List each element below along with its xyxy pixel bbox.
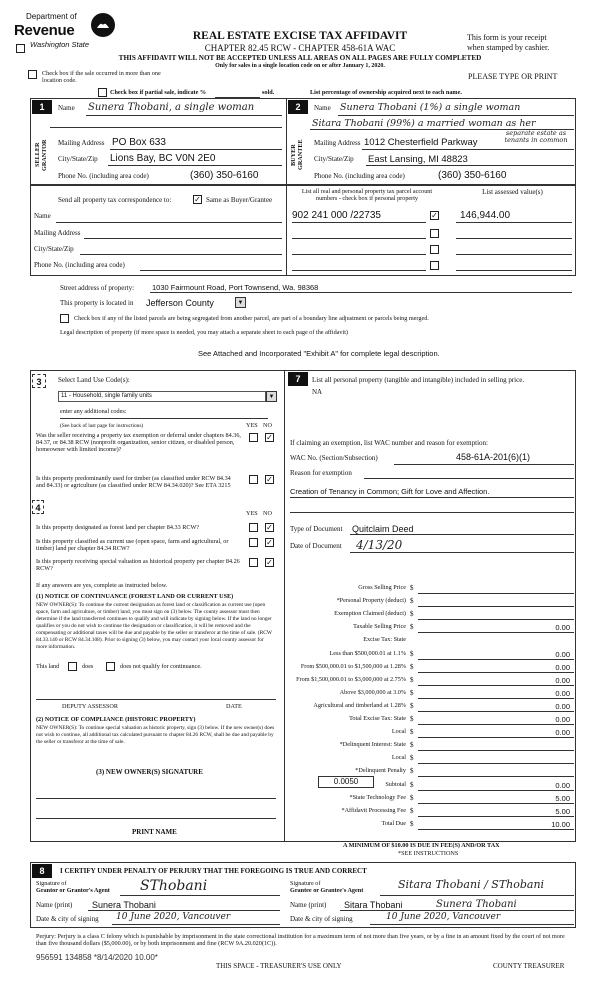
send-correspondence-label: Send all property tax correspondence to: (58, 196, 172, 204)
tax-row-dollar: $ (410, 715, 414, 723)
same-as-buyer-label: Same as Buyer/Grantee (206, 196, 273, 204)
corr-city-label: City/State/Zip (34, 245, 74, 253)
grantee-name-field[interactable]: Sitara Thobani (344, 900, 403, 910)
assessed-header: List assessed value(s) (482, 188, 543, 196)
exhibit-text: See Attached and Incorporated "Exhibit A" for complete legal description. (198, 349, 440, 358)
receipt-note-1: This form is your receipt (467, 33, 547, 42)
does-not-label: does not qualify for continuance. (120, 663, 202, 670)
question-1: Was the seller receiving a property tax exemption or deferral under chapters 84.36, 84.37, or 84.38 RCW (nonprofit organization, senior citizen, or disabled person, homeowner with limited income)? (36, 432, 241, 454)
perjury-text: Perjury: Perjury is a class C felony which is punishable by imprisonment in the state correctional institution for a maximum term of not more than five years, or by a fine in an amount fixed by the court of not more than five thousand dollars ($5,000.00), or by both imprisonment and fine (RCW 9A.20.020(1C)). (36, 933, 565, 948)
seller-city-field[interactable]: Lions Bay, BC V0N 2E0 (110, 153, 216, 164)
deputy-assessor-label: DEPUTY ASSESSOR (62, 703, 118, 710)
state-name: Washington State (30, 40, 90, 49)
segregated-label: Check box if any of the listed parcels are being segregated from another parcel, are part of a boundary line adjustment or parcels being merged. (74, 315, 429, 322)
parcel-header: List all real and personal property tax parcel account numbers - check box if personal property (301, 188, 433, 203)
tax-row-dollar: $ (410, 650, 414, 658)
certify-text: I CERTIFY UNDER PENALTY OF PERJURY THAT THE FOREGOING IS TRUE AND CORRECT (60, 867, 367, 875)
does-label: does (82, 663, 94, 670)
tax-row-value[interactable]: 10.00 (551, 820, 570, 829)
tax-row-value[interactable]: 0.00 (555, 781, 570, 790)
q3-yes-checkbox[interactable] (249, 523, 258, 532)
grantee-signature[interactable]: Sitara Thobani / SThobani (398, 878, 545, 891)
multi-loc-label: Check box if the sale occurred in more than one location code. (42, 70, 161, 85)
tax-row-label: Less than $500,000.01 at 1.1% (329, 650, 406, 657)
tax-row-line (418, 685, 574, 686)
seller-side-label: SELLER GRANTOR (34, 139, 49, 171)
segregated-checkbox[interactable] (60, 314, 69, 323)
q2-no-checkbox[interactable]: ✓ (266, 475, 273, 484)
tax-row-label: *Delinquent Interest: State (339, 741, 406, 748)
doc-type-field[interactable]: Quitclaim Deed (352, 524, 414, 534)
tax-row-line (418, 724, 574, 725)
tax-row-value[interactable]: 0.00 (555, 702, 570, 711)
grantee-sig-label-1: Signature of (290, 880, 321, 887)
q1-no-checkbox[interactable]: ✓ (266, 433, 273, 442)
form-title: REAL ESTATE EXCISE TAX AFFIDAVIT (192, 30, 408, 42)
tax-row-label: From $1,500,000.01 to $3,000,000 at 2.75% (296, 676, 406, 683)
land-use-dropdown-icon[interactable]: ▼ (266, 391, 277, 402)
tax-row-dollar: $ (410, 689, 414, 697)
street-label: Street address of property: (60, 284, 135, 292)
tax-row-dollar: $ (410, 754, 414, 762)
buyer-name2-field[interactable]: Sitara Thobani (99%) a married woman as her (312, 118, 536, 129)
buyer-mailing-field[interactable]: 1012 Chesterfield Parkway (364, 137, 478, 148)
tax-row-label: Exemption Claimed (deduct) (334, 610, 406, 617)
tax-row-line (418, 829, 574, 830)
tax-row-dollar: $ (410, 584, 414, 592)
tax-row-dollar: $ (410, 820, 414, 828)
tax-row-line (418, 593, 574, 594)
seller-city-label: City/State/Zip (58, 155, 98, 163)
section-divider (286, 98, 287, 185)
corr-city-field[interactable] (80, 254, 282, 255)
form-chapter: CHAPTER 82.45 RCW - CHAPTER 458-61A WAC (204, 43, 396, 53)
seller-name-field[interactable]: Sunera Thobani, a single woman (88, 102, 255, 113)
located-label: This property is located in (60, 299, 134, 307)
question-4: Is this property classified as current use (open space, farm and agricultural, or timber) land per chapter 84.34 RCW? (36, 538, 229, 553)
buyer-extra-note: separate estate as tenants in common (504, 129, 568, 144)
tax-row-dollar: $ (410, 663, 414, 671)
land-use-select[interactable]: 11 - Household, single family units (58, 391, 266, 402)
tax-row-dollar: $ (410, 676, 414, 684)
tax-row-label: Gross Selling Price (358, 584, 406, 591)
this-land-label: This land (36, 663, 60, 670)
receipt-stamp: 956591 134858 *8/14/2020 10.00* (36, 953, 158, 962)
tax-row-line (418, 763, 574, 764)
partial-sale-label: Check box if partial sale, indicate % (110, 89, 207, 96)
buyer-phone-label: Phone No. (including area code) (314, 172, 405, 180)
tax-row-line (418, 606, 574, 607)
grantor-signature[interactable]: SThobani (140, 878, 208, 894)
grantor-name-label: Name (print) (36, 901, 73, 909)
yes-header-2: YES (246, 510, 258, 517)
parcel-personal-checkbox-2[interactable] (430, 229, 439, 238)
notice-2-title: (2) NOTICE OF COMPLIANCE (HISTORIC PROPERTY) (36, 716, 196, 723)
tax-row-label: Taxable Selling Price (353, 623, 406, 630)
tax-row-dollar: $ (410, 807, 414, 815)
tax-row-dollar: $ (410, 623, 414, 631)
tax-row-label: *State Technology Fee (349, 794, 406, 801)
street-field[interactable]: 1030 Fairmount Road, Port Townsend, Wa. 98368 (152, 283, 319, 292)
tax-row-dollar: $ (410, 597, 414, 605)
tax-row-line (418, 619, 574, 620)
legal-desc-label: Legal description of property (if more space is needed, you may attach a separate sheet to each page of the affidavit) (60, 329, 348, 336)
tax-row-label: Excise Tax: State (363, 636, 406, 643)
see-back-label: (See back of last page for instructions) (60, 423, 144, 429)
section-2-number: 2 (288, 100, 308, 114)
new-owner-sig-line[interactable] (36, 798, 276, 799)
exemption-label: If claiming an exemption, list WAC number and reason for exemption: (290, 439, 488, 447)
agency-name: Revenue (14, 22, 75, 39)
if-yes-note: If any answers are yes, complete as instructed below. (36, 582, 168, 589)
wac-field[interactable]: 458-61A-201(6)(1) (456, 452, 531, 462)
tax-row-dollar: $ (410, 702, 414, 710)
q1-yes-checkbox[interactable] (249, 433, 258, 442)
grantor-sig-label-1: Signature of (36, 880, 67, 887)
see-instructions: *SEE INSTRUCTIONS (398, 850, 459, 857)
tax-row-line (418, 750, 574, 751)
tax-row-dollar: $ (410, 741, 414, 749)
tax-row-line (418, 659, 574, 660)
land-does-checkbox[interactable] (68, 662, 77, 671)
corr-phone-label: Phone No. (including area code) (34, 261, 125, 269)
question-5: Is this property receiving special valuation as historical property per chapter 84.26 RCW? (36, 558, 240, 573)
tax-row-label: Above $3,000,000 at 3.0% (339, 689, 406, 696)
q5-yes-checkbox[interactable] (249, 558, 258, 567)
buyer-name1-field[interactable]: Sunera Thobani (1%) a single woman (340, 102, 521, 113)
county-treasurer-label: COUNTY TREASURER (493, 962, 565, 970)
corr-phone-field[interactable] (140, 270, 282, 271)
local-rate-field[interactable]: 0.0050 (333, 777, 359, 786)
grantor-date-label: Date & city of signing (36, 915, 99, 923)
corr-mailing-field[interactable] (84, 238, 282, 239)
notice-1-title: (1) NOTICE OF CONTINUANCE (FOREST LAND OR CURRENT USE) (36, 593, 234, 600)
corr-name-label: Name (34, 212, 51, 220)
tax-row-dollar: $ (410, 610, 414, 618)
tax-row-label: From $500,000.01 to $1,500,000 at 1.28% (300, 663, 406, 670)
grantor-name-field[interactable]: Sunera Thobani (92, 900, 156, 910)
tax-row-label: Subtotal (385, 781, 406, 788)
new-owner-sig-label: (3) NEW OWNER(S) SIGNATURE (96, 768, 203, 776)
pct-ownership-note: List percentage of ownership acquired next to each name. (310, 89, 462, 96)
parcel-personal-checkbox-4[interactable] (430, 261, 439, 270)
personal-property-label: List all personal property (tangible and intangible) included in selling price. (312, 376, 525, 384)
form-subwarning: Only for sales in a single location code on or after January 1, 2020. (215, 63, 385, 69)
section-3-number: 3 (32, 374, 46, 388)
county-dropdown-icon[interactable]: ▼ (235, 297, 246, 308)
additional-codes-field[interactable] (60, 418, 268, 419)
buyer-phone-field[interactable]: (360) 350-6160 (438, 170, 507, 181)
tax-row-dollar: $ (410, 728, 414, 736)
buyer-city-field[interactable]: East Lansing, MI 48823 (368, 154, 468, 165)
tax-row-label: *Delinquent Penalty (355, 767, 406, 774)
seller-mailing-field[interactable]: PO Box 633 (112, 137, 166, 148)
buyer-name-label: Name (314, 104, 331, 112)
tax-row-dollar: $ (410, 767, 414, 775)
date-label: DATE (226, 703, 242, 710)
tax-row-label: Local (391, 754, 406, 761)
print-note: PLEASE TYPE OR PRINT (468, 72, 558, 81)
reason-field[interactable]: Creation of Tenancy in Common; Gift for Love and Affection. (290, 487, 490, 496)
question-2: Is this property predominantly used for timber (as classified under RCW 84.34 and 84.33) or agriculture (as classified under RCW 84.34.020)? See ETA 3215 (36, 475, 231, 490)
multi-loc-checkbox[interactable] (16, 44, 25, 53)
grantee-name2-field[interactable]: Sunera Thobani (436, 899, 517, 910)
question-3: Is this property designated as forest land per chapter 84.33 RCW? (36, 524, 200, 531)
q2-yes-checkbox[interactable] (249, 475, 258, 484)
tax-row-line (418, 632, 574, 633)
no-header-2: NO (263, 510, 272, 517)
sold-label: sold. (262, 89, 275, 96)
tax-row-label: Total Due (381, 820, 406, 827)
land-use-label: Select Land Use Code(s): (58, 376, 130, 384)
buyer-mailing-label: Mailing Address (314, 139, 361, 147)
tax-row-label: Agricultural and timberland at 1.28% (313, 702, 406, 709)
parcel-number-field[interactable]: 902 241 000 /22735 (292, 210, 381, 221)
tax-row-line (418, 803, 574, 804)
parcel-personal-checkbox-3[interactable] (430, 245, 439, 254)
tax-row-value[interactable]: 0.00 (555, 676, 570, 685)
seller-phone-label: Phone No. (including area code) (58, 172, 149, 180)
tax-row-line (418, 776, 574, 777)
county-field[interactable]: Jefferson County (146, 298, 214, 308)
assessed-value-field[interactable]: 146,944.00 (460, 210, 511, 221)
doc-date-field[interactable]: 4/13/20 (356, 538, 403, 552)
tax-row-value[interactable]: 0.00 (555, 728, 570, 737)
land-does-not-checkbox[interactable] (106, 662, 115, 671)
tax-row-value[interactable]: 0.00 (555, 623, 570, 632)
tax-row-line (418, 672, 574, 673)
tax-row-label: *Affidavit Processing Fee (341, 807, 406, 814)
yes-header-1: YES (246, 422, 258, 429)
tax-row-label: Local (391, 728, 406, 735)
tax-row-value[interactable]: 5.00 (555, 807, 570, 816)
personal-property-value[interactable]: NA (312, 388, 323, 396)
tax-row-line (418, 698, 574, 699)
section-7-number: 7 (288, 372, 308, 386)
grantee-date-label: Date & city of signing (290, 915, 353, 923)
tax-row-label: Total Excise Tax: State (349, 715, 406, 722)
treasurer-space-label: THIS SPACE - TREASURER'S USE ONLY (216, 962, 342, 970)
tax-row-value[interactable]: 0.00 (555, 663, 570, 672)
doc-date-label: Date of Document (290, 542, 342, 550)
tax-row-value[interactable]: 0.00 (555, 650, 570, 659)
seller-phone-field[interactable]: (360) 350-6160 (190, 170, 259, 181)
q4-yes-checkbox[interactable] (249, 538, 258, 547)
tax-row-line (418, 737, 574, 738)
corr-name-field[interactable] (56, 222, 282, 223)
parcel-personal-checkbox-1[interactable]: ✓ (431, 211, 438, 220)
tax-row-label: *Personal Property (deduct) (336, 597, 406, 604)
seller-mailing-label: Mailing Address (58, 139, 105, 147)
tax-row-dollar: $ (410, 794, 414, 802)
buyer-side-label: BUYER GRANTEE (290, 139, 305, 171)
grantee-name-label: Name (print) (290, 901, 327, 909)
form-warning: THIS AFFIDAVIT WILL NOT BE ACCEPTED UNLESS ALL AREAS ON ALL PAGES ARE FULLY COMPLETED (118, 54, 482, 62)
tax-row-value[interactable]: 5.00 (555, 794, 570, 803)
minimum-note: A MINIMUM OF $10.00 IS DUE IN FEE(S) AND/OR TAX (343, 842, 500, 849)
revenue-seal-icon (90, 12, 116, 38)
tax-row-value[interactable]: 0.00 (555, 689, 570, 698)
grantee-sig-label-2: Grantee or Grantee's Agent (290, 887, 364, 894)
tax-row-value[interactable]: 0.00 (555, 715, 570, 724)
grantee-date-field[interactable]: 10 June 2020, Vancouver (386, 912, 501, 922)
dept-line: Department of (26, 12, 77, 21)
buyer-city-label: City/State/Zip (314, 155, 354, 163)
q4-no-checkbox[interactable]: ✓ (266, 538, 273, 547)
section-1-number: 1 (32, 100, 52, 114)
receipt-note-2: when stamped by cashier. (467, 43, 550, 52)
tax-row-line (418, 816, 574, 817)
no-header-1: NO (263, 422, 272, 429)
reason-label: Reason for exemption (290, 469, 352, 477)
tax-row-line (418, 711, 574, 712)
section-8-number: 8 (32, 864, 52, 878)
doc-type-label: Type of Document (290, 525, 343, 533)
tax-row-dollar: $ (410, 781, 414, 789)
grantor-date-field[interactable]: 10 June 2020, Vancouver (116, 912, 231, 922)
section-4-number: 4 (32, 500, 44, 514)
partial-sale-checkbox[interactable] (98, 88, 107, 97)
additional-codes-label: enter any additional codes: (60, 408, 127, 415)
notice-2-body: NEW OWNER(S): To continue special valuation as historic property, sign (3) below. If the new owner(s) does not wish to continue, all additional tax calculated pursuant to chapter 84.26 RCW, shall be due and payable by the seller or transferor at the time of sale. (36, 725, 275, 746)
print-name-label: PRINT NAME (132, 828, 177, 836)
grantor-sig-label-2: Grantor or Grantor's Agent (36, 887, 110, 894)
seller-name-label: Name (58, 104, 75, 112)
wac-label: WAC No. (Section/Subsection) (290, 454, 378, 462)
deputy-sig-line[interactable] (36, 699, 276, 700)
multi-loc-check[interactable] (28, 70, 37, 79)
q3-no-checkbox[interactable]: ✓ (266, 523, 273, 532)
tax-row-line (418, 790, 574, 791)
same-as-buyer-checkbox[interactable]: ✓ (194, 195, 201, 204)
q5-no-checkbox[interactable]: ✓ (266, 558, 273, 567)
notice-1-body: NEW OWNER(S): To continue the current designation as forest land or classification as current use (open space, farm and agriculture, or timber) land, you must sign on (3) below. The county assessor must then determine if the land transferred continues to qualify and will indicate by signing below. If the land no longer qualifies or you do not wish to continue the designation or classification, it will be removed and the compensating or additional taxes will be due and payable by the seller or transferor at the time of sale. (RCW 84.33.140 or RCW 84.34.108). Prior to signing (3) below, you may contact your local county assessor for more information. (36, 602, 272, 651)
corr-mailing-label: Mailing Address (34, 229, 81, 237)
